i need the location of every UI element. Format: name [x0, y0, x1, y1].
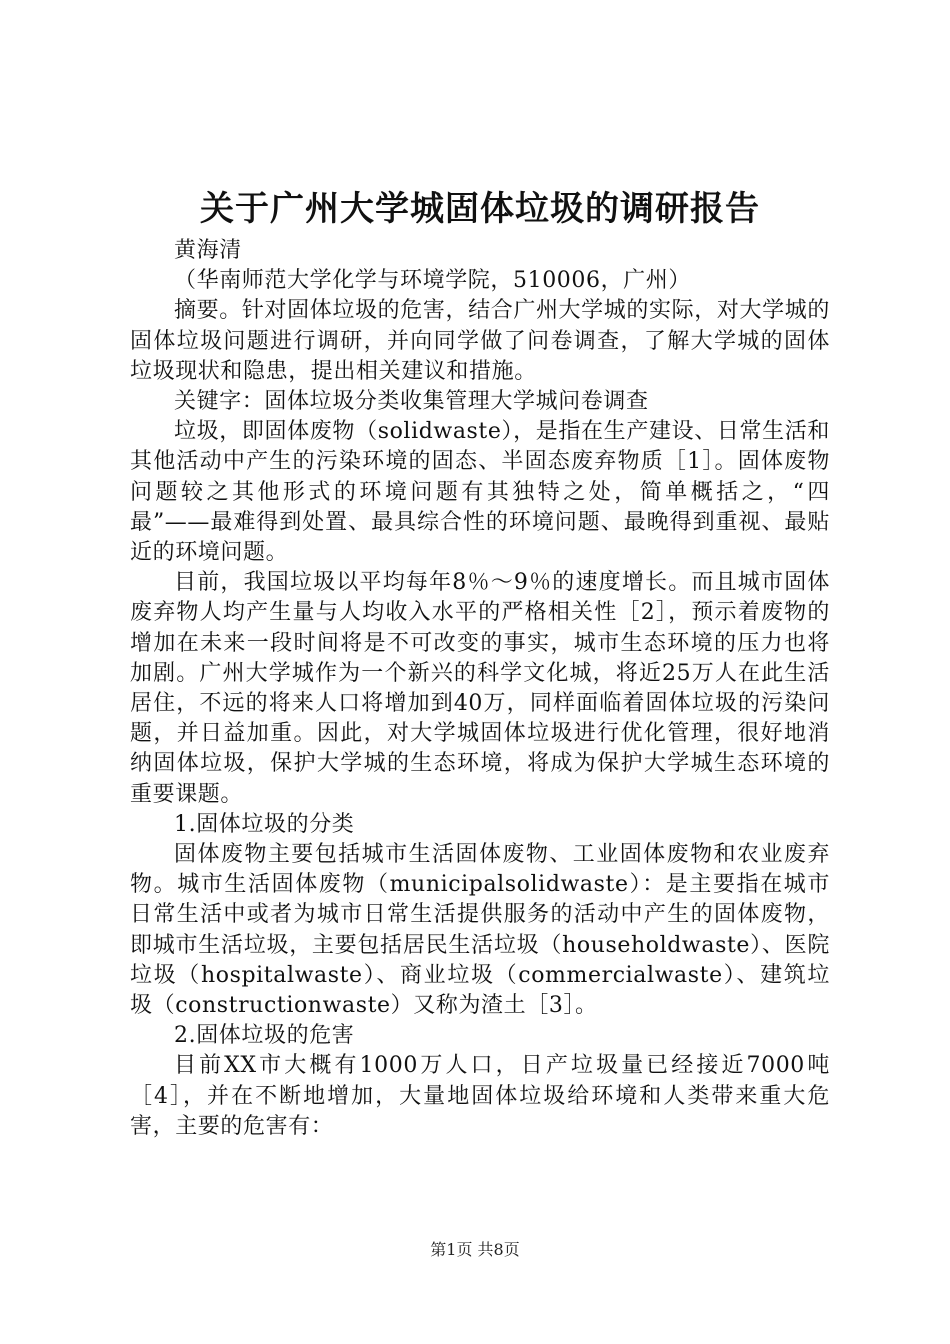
section-heading: 2.固体垃圾的危害: [174, 1023, 355, 1049]
document-page: [130, 0, 830, 1344]
document-body: [130, 236, 830, 1142]
document-title: 关于广州大学城固体垃圾的调研报告: [200, 189, 760, 229]
affiliation-line: （华南师范大学化学与环境学院，510006，广州）: [174, 268, 691, 294]
body-paragraph: 垃圾，即固体废物（solidwaste），是指在生产建设、日常生活和其他活动中产生的污染环境的固态、半固态废弃物质［1］。固体废物问题较之其他形式的环境问题有其独特之处，简单概括之，“四最”——最难得到处置、最具综合性的环境问题、最晚得到重视、最贴近的环境问题。: [130, 419, 830, 566]
body-paragraph: 目前，我国垃圾以平均每年8％～9％的速度增长。而且城市固体废弃物人均产生量与人均收入水平的严格相关性［2］，预示着废物的增加在未来一段时间将是不可改变的事实，城市生态环境的压力也将加剧。广州大学城作为一个新兴的科学文化城，将近25万人在此生活居住，不远的将来人口将增加到40万，同样面临着固体垃圾的污染问题，并日益加重。因此，对大学城固体垃圾进行优化管理，很好地消纳固体垃圾，保护大学城的生态环境，将成为保护大学城生态环境的重要课题。: [130, 570, 830, 807]
page-number-label: 第1页 共8页: [430, 1240, 520, 1259]
section-heading: 1.固体垃圾的分类: [174, 811, 355, 837]
abstract-paragraph: 摘要。针对固体垃圾的危害，结合广州大学城的实际，对大学城的固体垃圾问题进行调研，并向同学做了问卷调查，了解大学城的固体垃圾现状和隐患，提出相关建议和措施。: [130, 298, 830, 384]
body-paragraph: 固体废物主要包括城市生活固体废物、工业固体废物和农业废弃物。城市生活固体废物（municipalsolidwaste）：是主要指在城市日常生活中或者为城市日常生活提供服务的活动中产生的固体废物，即城市生活垃圾，主要包括居民生活垃圾（householdwaste）、医院垃圾（hospitalwaste）、商业垃圾（commercialwaste）、建筑垃圾（constructionwaste）又称为渣土［3］。: [130, 842, 830, 1019]
keywords-line: 关键字：固体垃圾分类收集管理大学城问卷调查: [174, 389, 649, 415]
author-line: 黄海清: [174, 238, 242, 263]
page-footer: [0, 1238, 950, 1262]
body-paragraph: 目前XX市大概有1000万人口，日产垃圾量已经接近7000吨［4］，并在不断地增加，大量地固体垃圾给环境和人类带来重大危害，主要的危害有：: [130, 1053, 830, 1139]
